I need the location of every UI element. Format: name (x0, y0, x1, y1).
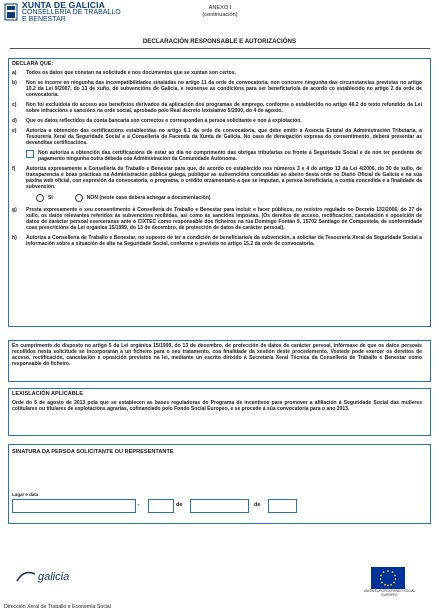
year-field[interactable] (268, 499, 297, 513)
no-authorization-label: Non autoriza a obtención das certificacións de estar ao día no cumprimento das obrigas tributarias ou fronte á Seguridade Social e de non ter pendente de pagamento ningunha outra débeda coa Administración da Comunidade Autónoma. (38, 150, 422, 162)
declaration-label: DECLARA QUE: (12, 61, 54, 67)
radio-yes-label: SI (48, 195, 53, 201)
place-field[interactable] (12, 499, 136, 513)
legislation-title: LEXISLACIÓN APLICABLE (12, 391, 83, 397)
declaration-item-h: h) Autoriza a Consellería de Traballo e Benestar, no suposto de ter a condición de beneficiario/a da subvención, a solicitar da Tesourería Xeral da Seguridade Social a información sobre a situación de alta na Seguridade Social, conforme o previsto no artigo 15.2 da orde de convocatoria. (12, 235, 422, 247)
page-title: DECLARACIÓN RESPONSABLE E AUTORIZACIÓNS (142, 38, 297, 45)
annex-subtitle: (continuación) (202, 12, 238, 18)
radio-no-label: NON (neste caso deberá achegar a documentación) (86, 195, 211, 201)
xunta-shield-icon (4, 3, 18, 21)
radio-yes[interactable] (36, 194, 44, 202)
no-authorization-option (26, 150, 422, 162)
annex-title: ANEXO I (208, 5, 232, 11)
no-authorization-checkbox[interactable] (26, 150, 34, 158)
day-field[interactable] (148, 499, 174, 513)
title-divider (10, 48, 430, 49)
eu-flag-icon (371, 567, 405, 589)
legislation-text: Orde do 5 de agosto de 2013 pola que se establecen as bases reguladoras do Programa de incentivos para promover a afiliación á Seguridade Social das mulleres cotitulares ou titulares de explotacións agrarias, cofinanciado polo Fondo Social Europeo, e se procede á súa convocatoria para o ano 2013. (12, 400, 422, 413)
declaration-item-b: b) Non se incorre en ningunha das incompatibilidades sinaladas no artigo 11 da orde de convocatoria, non concorre ningunha das circunstancias previstas no artigo 10.2 da Lei 9/2007, do 13 de xuño, de subvencións de Galicia, e reúnense as condicións para ser beneficiario/a de acordo co establecido no artigo 2 da orde de convocatoria. (12, 80, 422, 98)
de-separator-2: de (254, 502, 261, 508)
declaration-item-a: a) Todos os datos que constan na solicitude e nos documentos que se xuntan son certos. (12, 70, 236, 76)
eu-fund-text: UNIÓN EUROPEA FONDO SOCIAL EUROPEO (363, 589, 416, 597)
annex-label (190, 5, 250, 19)
month-field[interactable] (190, 499, 249, 513)
declaration-item-g: g) Presta expresamente o seu consentimento á Consellería de Traballo e Benestar para incluír e facer públicos, no rexistro regulado no Decreto 132/2006, do 27 de xullo, os datos relevantes referidos ás subvencións recibidas, así como ás sancións impostas. (Os dereitos de acceso, rectificación, cancelación e oposición de datos de carácter persoal exerceranse ante o CIXTEC como responsable dos ficheiros na rúa Domingo Fontán 9, 15702 Santiago de Compostela, de conformidade coas prescricións da Lei orgánica 15/1999, do 13 de decembro, de protección de datos de carácter persoal). (12, 207, 422, 231)
publication-consent-options (36, 194, 422, 202)
department-line2: E BENESTAR (22, 16, 66, 23)
place-date-label: Lugar e data (12, 492, 39, 497)
org-name: XUNTA DE GALICIA (22, 0, 106, 10)
data-protection-text: En cumprimento do disposto no artigo 5 da Lei orgánica 15/1999, do 13 de decembro, de protección de datos de carácter persoal, infórmase de que os datos persoais recollidos nesta solicitude se incorporarán a un ficheiro para o seu tratamento, coa finalidade da xestión deste procedemento. Vostede pode exercer os dereitos de acceso, rectificación, cancelación e oposición previstos na lei, mediante un escrito dirixido á Secretaría Xeral Técnica da Consellería de Traballo e Benestar como responsable do ficheiro. (12, 343, 422, 368)
declaration-items (12, 70, 422, 251)
declaration-item-c: c) Non foi excluído/a do acceso aos beneficios derivados da aplicación dos programas de emprego, conforme o establecido no artigo 46.2 do texto refundido da Lei sobre infraccións e sancións na orde social, aprobado polo Real decreto lexislativo 5/2000, do 4 de agosto. (12, 102, 422, 114)
declaration-item-f: f) Autoriza expresamente a Consellería de Traballo e Benestar para que, de acordo co establecido nos números 3 e 4 do artigo 13 da Lei 4/2006, do 30 de xullo, de transparencia e boas prácticas na Administración pública galega, publique as subvencións concedidas ao abeiro desta orde no Diario Oficial de Galicia e na súa páxina web oficial, con expresión da convocatoria, o programa, o crédito orzamentario a que se imputan, a persoa beneficiaria, a contía concedida e a finalidade da subvención. (12, 166, 422, 190)
org-header (22, 2, 121, 23)
footer-direction: Dirección Xeral de Traballo e Economía Social (4, 604, 111, 610)
galicia-swoosh-icon (16, 571, 36, 583)
comma-separator: , (138, 501, 140, 507)
declaration-item-d: d) Que os datos reflectidos da conta bancaria son correctos e corresponden á persoa solicitante e non á explotación. (12, 118, 302, 124)
galicia-logo: galicia (38, 571, 70, 583)
de-separator-1: de (176, 502, 183, 508)
radio-no[interactable] (75, 194, 83, 202)
declaration-item-e: e) Autoriza a obtención das certificacións establecidas no artigo 6.1 da orde de convocatoria, que debe emitir a Axencia Estatal da Administración Tributaria, a Tesourería Xeral da Seguridade Social e a Consellería de Facenda da Xunta de Galicia. No caso de denegación expresa do consentimento, deberá presentar as devanditas certificacións. (12, 128, 422, 146)
department-line1: CONSELLERÍA DE TRABALLO (22, 9, 121, 16)
signature-title: SINATURA DA PERSOA SOLICITANTE OU REPRESENTANTE (12, 449, 174, 455)
